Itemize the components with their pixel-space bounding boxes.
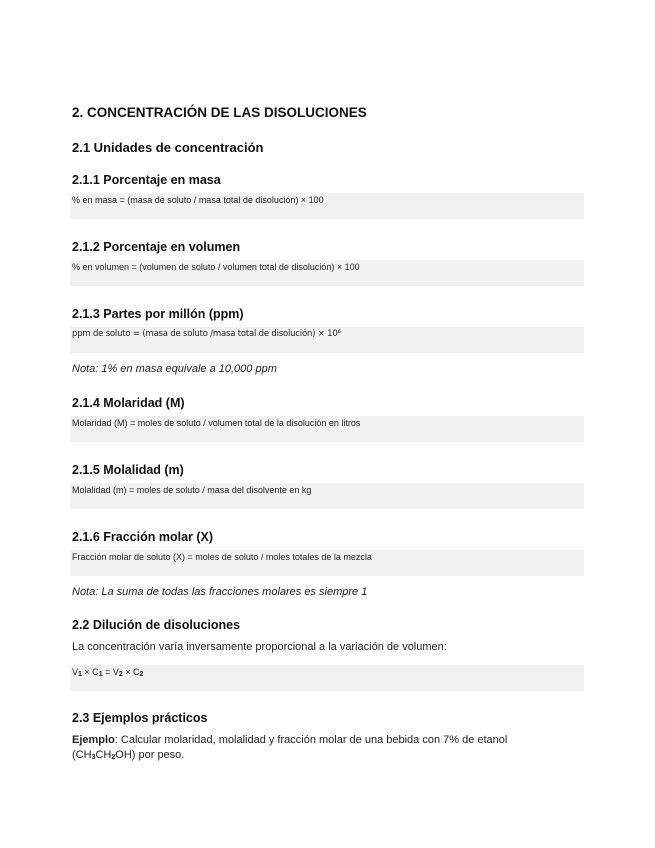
paragraph-dilution: La concentración varía inversamente proporcional a la variación de volumen:: [72, 641, 447, 653]
formula-molality: Molalidad (m) = moles de soluto / masa del disolvente en kg: [72, 485, 312, 495]
formula-box-molality: [70, 483, 584, 509]
heading-2-1-2: 2.1.2 Porcentaje en volumen: [72, 240, 241, 254]
heading-2-1-4: 2.1.4 Molaridad (M): [72, 396, 185, 410]
formula-box-molarity: [70, 416, 584, 442]
heading-2-3: 2.3 Ejemplos prácticos: [72, 711, 208, 725]
heading-2-2: 2.2 Dilución de disoluciones: [72, 618, 241, 632]
formula-molarity: Molaridad (M) = moles de soluto / volumen total de la disolución en litros: [72, 418, 361, 428]
formula-ppm: ppm de soluto = (masa de soluto /masa total de disolución) × 10⁶: [72, 329, 341, 339]
formula-box-dilution: [70, 665, 584, 691]
heading-2-1-6: 2.1.6 Fracción molar (X): [72, 530, 214, 544]
formula-box-volume-percent: [70, 260, 584, 286]
formula-box-ppm: [70, 327, 584, 353]
formula-volume-percent: % en volumen = (volumen de soluto / volumen total de disolución) × 100: [72, 262, 360, 272]
heading-2-1-1: 2.1.1 Porcentaje en masa: [72, 173, 221, 187]
example-text-line1: : Calcular molaridad, molalidad y fracción molar de una bebida con 7% de etanol: [114, 734, 508, 746]
formula-dilution: $V_1 \times C_1 = V_2 \times C_2$: [72, 667, 144, 678]
formula-box-molar-fraction: [70, 550, 584, 576]
formula-mass-percent: % en masa = (masa de soluto / masa total de disolución) × 100: [72, 195, 324, 205]
example-label: Ejemplo: [72, 734, 115, 746]
heading-2-1-5: 2.1.5 Molalidad (m): [72, 463, 184, 477]
formula-box-mass-percent: [70, 193, 584, 219]
example-paragraph: [72, 733, 572, 765]
note-ppm: Nota: 1% en masa equivale a 10,000 ppm: [72, 363, 277, 375]
heading-2-1: 2.1 Unidades de concentración: [72, 140, 264, 155]
section-title: 2. CONCENTRACIÓN DE LAS DISOLUCIONES: [72, 105, 367, 120]
example-text-line2: $(CH_3CH_2OH)$ por peso.: [72, 749, 185, 761]
note-molar-fraction: Nota: La suma de todas las fracciones molares es siempre 1: [72, 586, 368, 598]
heading-2-1-3: 2.1.3 Partes por millón (ppm): [72, 307, 244, 321]
formula-molar-fraction: Fracción molar de soluto (X) = moles de soluto / moles totales de la mezcla: [72, 552, 372, 562]
